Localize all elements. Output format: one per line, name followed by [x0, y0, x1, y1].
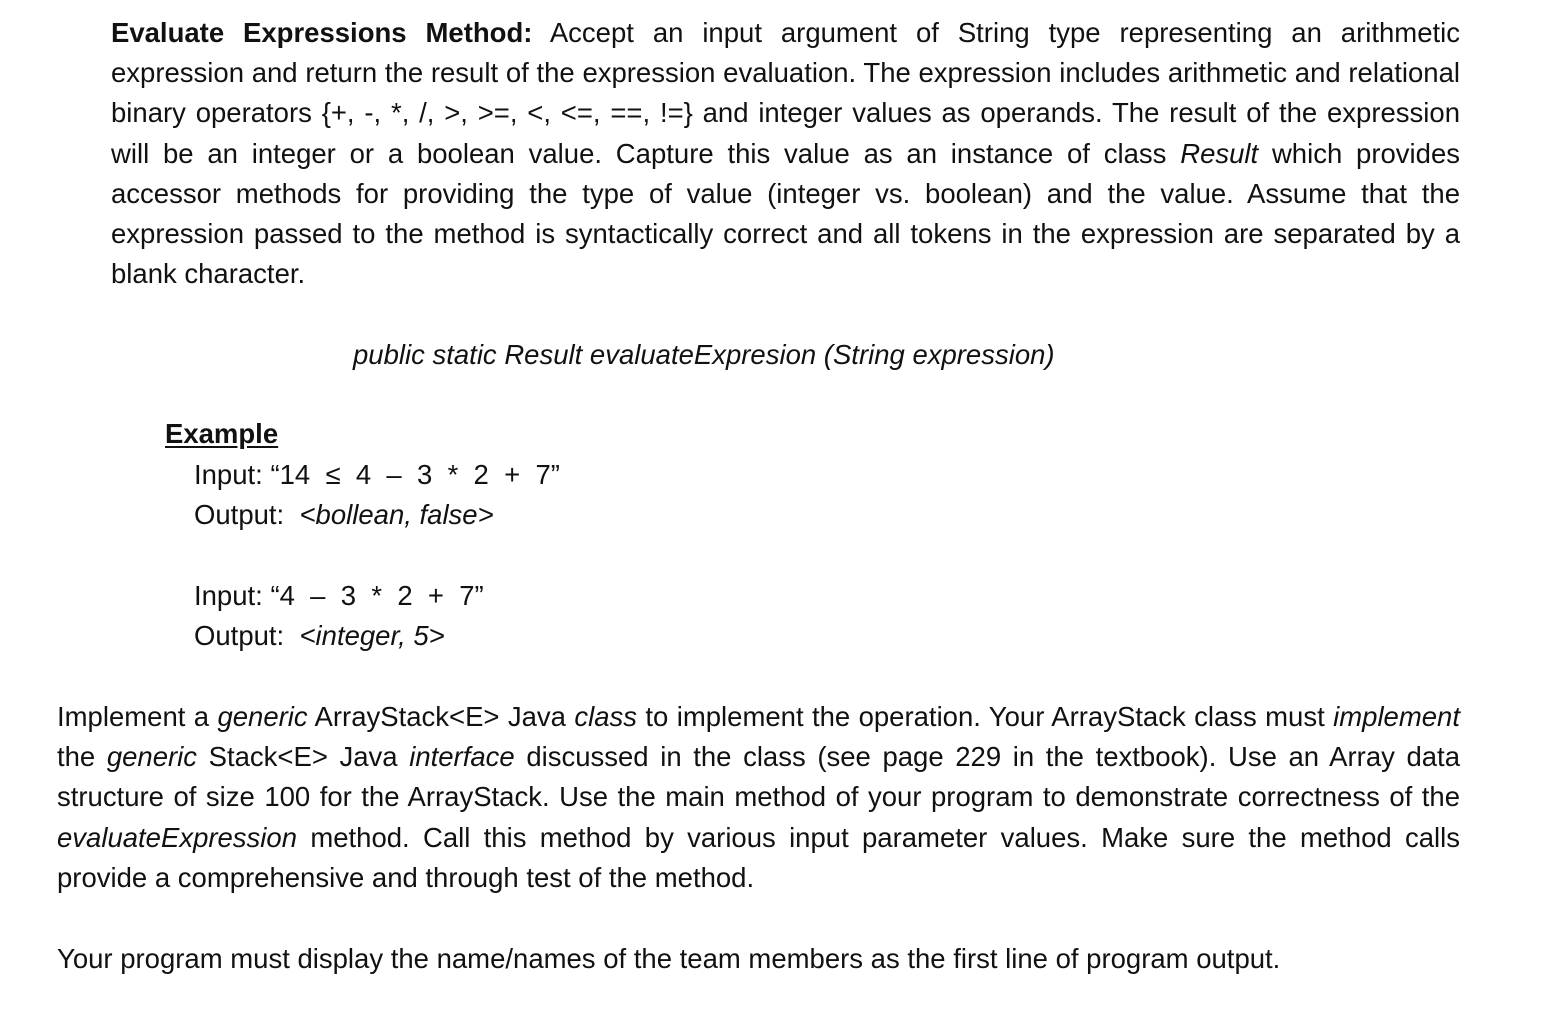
text-run: Stack<E> Java: [197, 741, 410, 773]
output-label: Output:: [194, 499, 300, 530]
text-run: to implement the operation. Your ArrayStack class must: [637, 701, 1334, 732]
italic-run: generic: [217, 701, 308, 732]
output-value: <integer, 5>: [299, 620, 445, 651]
italic-run: class: [574, 701, 638, 732]
example-2-output: [165, 616, 560, 657]
example-heading: Example: [165, 418, 279, 449]
input-value: “4 – 3 * 2 + 7”: [270, 579, 484, 611]
italic-run: generic: [106, 741, 198, 773]
team-members-paragraph: Your program must display the name/names of the team members as the first line of program output.: [57, 943, 1281, 974]
result-class-name: Result: [1180, 137, 1259, 169]
input-value: “14 ≤ 4 – 3 * 2 + 7”: [270, 458, 560, 490]
description-text-b: which provides accessor methods for providing the type of value (integer vs. boolean) and the value. Assume that the expression passed to the method is syntactically correct and all tokens in the expression are separated by a blank character.: [111, 137, 1460, 290]
text-run: Implement a: [57, 701, 218, 732]
output-label: Output:: [194, 620, 300, 651]
output-value: <bollean, false>: [299, 499, 494, 530]
italic-run: interface: [409, 741, 515, 773]
input-label: Input:: [194, 458, 271, 490]
text-run: discussed in the class (see page 229 in the textbook). Use an Array data structure of size 100 for the ArrayStack. Use the main method of your program to demonstrate correctness of the: [57, 741, 1460, 813]
example-1-input: [165, 455, 560, 496]
example-block: [165, 414, 560, 657]
example-1-output: [165, 495, 560, 536]
method-description-paragraph: [111, 13, 1460, 294]
text-run: ArrayStack<E> Java: [307, 701, 575, 732]
description-text-a: Accept an input argument of String type representing an arithmetic expression and return the result of the expression evaluation. The expression includes arithmetic and relational binary operators {+, -, *, /, >, >=, <, <=, ==, !=} and integer values as operands. The result of the expression will be an integer or a boolean value. Capture this value as an instance of class: [111, 17, 1460, 169]
example-spacer: [165, 536, 560, 576]
text-run: the: [57, 741, 107, 773]
italic-run: implement: [1333, 701, 1460, 732]
italic-run: evaluateExpression: [57, 821, 298, 853]
implementation-paragraph: [57, 697, 1460, 898]
example-2-input: [165, 576, 560, 617]
method-heading: Evaluate Expressions Method:: [111, 17, 533, 48]
method-signature: public static Result evaluateExpresion (String expression): [353, 339, 1055, 370]
input-label: Input:: [194, 579, 271, 611]
text-run: method. Call this method by various input parameter values. Make sure the method calls provide a comprehensive and through test of the method.: [57, 821, 1460, 893]
